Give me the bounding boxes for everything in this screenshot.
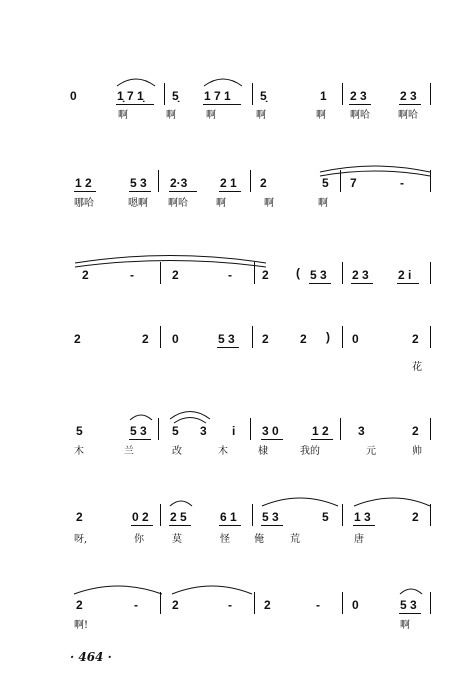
lyric: 木	[74, 446, 84, 457]
note: 1̣ 7 1̣	[117, 89, 144, 103]
note: 1 2	[312, 424, 329, 438]
note: -	[134, 598, 138, 612]
bar-line	[340, 170, 341, 192]
note: 5̣	[260, 89, 267, 103]
note: 5 3	[130, 176, 147, 190]
lyric: 啊	[316, 110, 326, 121]
bar-line	[342, 326, 343, 348]
note: 2	[262, 268, 269, 282]
slur	[320, 171, 430, 176]
note: 5	[172, 424, 179, 438]
note: 2	[74, 332, 81, 346]
lyric: 怪	[220, 534, 230, 545]
bar-line	[160, 592, 161, 614]
beam	[353, 525, 375, 526]
bar-line	[160, 504, 161, 526]
note: 2	[260, 176, 267, 190]
note: 1 7 1	[204, 89, 231, 103]
bar-line	[250, 170, 251, 192]
beam	[129, 439, 151, 440]
slur	[74, 586, 162, 594]
slur	[170, 501, 192, 506]
note: 5 3	[400, 598, 417, 612]
beam	[129, 191, 151, 192]
bar-line	[430, 592, 431, 614]
bar-line	[252, 326, 253, 348]
lyric: 俺	[254, 534, 264, 545]
lyric: 啊	[216, 198, 226, 209]
note: 5	[76, 424, 83, 438]
slur	[320, 166, 430, 172]
lyric: 啊哈	[168, 198, 188, 209]
slur	[170, 412, 210, 420]
note: 5̣	[172, 89, 179, 103]
note: 3	[358, 424, 365, 438]
note: 2 3	[352, 268, 369, 282]
slur	[75, 256, 266, 264]
bar-line	[342, 262, 343, 284]
note: )	[326, 330, 330, 344]
bar-line	[342, 592, 343, 614]
note: 5 3	[262, 510, 279, 524]
beam	[261, 525, 283, 526]
lyric: 啊!	[74, 620, 89, 631]
beam	[74, 191, 96, 192]
lyric: 啊哈	[350, 110, 370, 121]
page-number: · 464 ·	[70, 650, 112, 664]
note: 2	[82, 268, 89, 282]
beam	[399, 613, 421, 614]
slur	[117, 79, 155, 86]
bar-line	[164, 83, 165, 105]
note: 0	[352, 332, 359, 346]
bar-line	[430, 326, 431, 348]
lyric: 唐	[354, 534, 364, 545]
note: 0	[352, 598, 359, 612]
lyric: 啊哈	[398, 110, 418, 121]
note: 5 3	[310, 268, 327, 282]
note: 2 5	[170, 510, 187, 524]
note: 0 2	[132, 510, 149, 524]
lyric: 嗯啊	[128, 198, 148, 209]
lyric: 我的	[300, 446, 320, 457]
note: 3 0	[262, 424, 279, 438]
lyric: 你	[134, 534, 144, 545]
note: -	[228, 268, 232, 282]
note: 2 i	[398, 268, 412, 282]
lyric: 啊	[166, 110, 176, 121]
beam	[219, 191, 241, 192]
note: 2	[76, 510, 83, 524]
beam	[219, 525, 241, 526]
note: 2	[262, 332, 269, 346]
bar-line	[158, 170, 159, 192]
note: 2	[412, 424, 419, 438]
note: -	[228, 598, 232, 612]
bar-line	[160, 262, 161, 284]
beam	[203, 104, 241, 105]
note: 7	[350, 176, 357, 190]
note: 2·3	[170, 176, 188, 190]
beam	[169, 525, 191, 526]
note: 2 3	[400, 89, 417, 103]
lyric: 元	[366, 446, 376, 457]
note: i	[232, 424, 236, 438]
beam	[131, 525, 153, 526]
beam	[399, 104, 421, 105]
slur	[130, 415, 152, 420]
beam	[116, 104, 154, 105]
lyric: 哪哈	[74, 198, 94, 209]
lyric: 啊	[256, 110, 266, 121]
lyric: 花	[412, 362, 422, 373]
lyric: 帅	[412, 446, 422, 457]
note: 5	[322, 510, 329, 524]
lyric: 莫	[172, 534, 182, 545]
lyric: 改	[172, 446, 182, 457]
lyric: 荒	[290, 534, 300, 545]
note: 2	[172, 598, 179, 612]
slur	[172, 586, 252, 594]
note: 2	[142, 332, 149, 346]
bar-line	[342, 504, 343, 526]
note: 6 1	[220, 510, 237, 524]
note: 5 3	[130, 424, 147, 438]
lyric: 呀,	[74, 534, 88, 545]
beam	[311, 439, 333, 440]
bar-line	[430, 170, 431, 192]
bar-line	[250, 418, 251, 440]
note: 1	[320, 89, 327, 103]
bar-line	[430, 418, 431, 440]
slur	[262, 498, 338, 506]
slur	[400, 589, 422, 594]
note: 1 2	[75, 176, 92, 190]
beam	[309, 283, 331, 284]
note: 1 3	[354, 510, 371, 524]
beam	[217, 347, 239, 348]
bar-line	[160, 326, 161, 348]
bar-line	[342, 83, 343, 105]
slur	[174, 418, 206, 424]
lyric: 棣	[258, 446, 268, 457]
note: 2	[412, 332, 419, 346]
note: (	[296, 266, 300, 280]
lyric: 啊	[318, 198, 328, 209]
bar-line	[340, 418, 341, 440]
bar-line	[252, 83, 253, 105]
slur	[75, 261, 266, 268]
lyric: 啊	[206, 110, 216, 121]
lyric: 啊	[118, 110, 128, 121]
note: 0	[70, 89, 77, 103]
lyric: 啊	[400, 620, 410, 631]
note: 2	[300, 332, 307, 346]
note: 5	[322, 176, 329, 190]
bar-line	[254, 592, 255, 614]
note: 5 3	[218, 332, 235, 346]
bar-line	[158, 418, 159, 440]
lyric: 啊	[264, 198, 274, 209]
note: -	[400, 176, 404, 190]
bar-line	[430, 504, 431, 526]
note: 2	[172, 268, 179, 282]
note: -	[316, 598, 320, 612]
note: -	[130, 268, 134, 282]
bar-line	[430, 262, 431, 284]
note: 0	[172, 332, 179, 346]
note: 2 3	[350, 89, 367, 103]
note: 2 1	[220, 176, 237, 190]
beam	[397, 283, 419, 284]
beam	[169, 191, 197, 192]
note: 2	[412, 510, 419, 524]
lyric: 木	[218, 446, 228, 457]
lyric: 兰	[124, 446, 134, 457]
bar-line	[252, 504, 253, 526]
beam	[261, 439, 283, 440]
note: 2	[264, 598, 271, 612]
bar-line	[254, 262, 255, 284]
beam	[351, 283, 373, 284]
slur	[354, 498, 430, 506]
note: 3	[200, 424, 207, 438]
bar-line	[430, 83, 431, 105]
slur	[204, 79, 242, 86]
note: 2	[76, 598, 83, 612]
beam	[349, 104, 371, 105]
